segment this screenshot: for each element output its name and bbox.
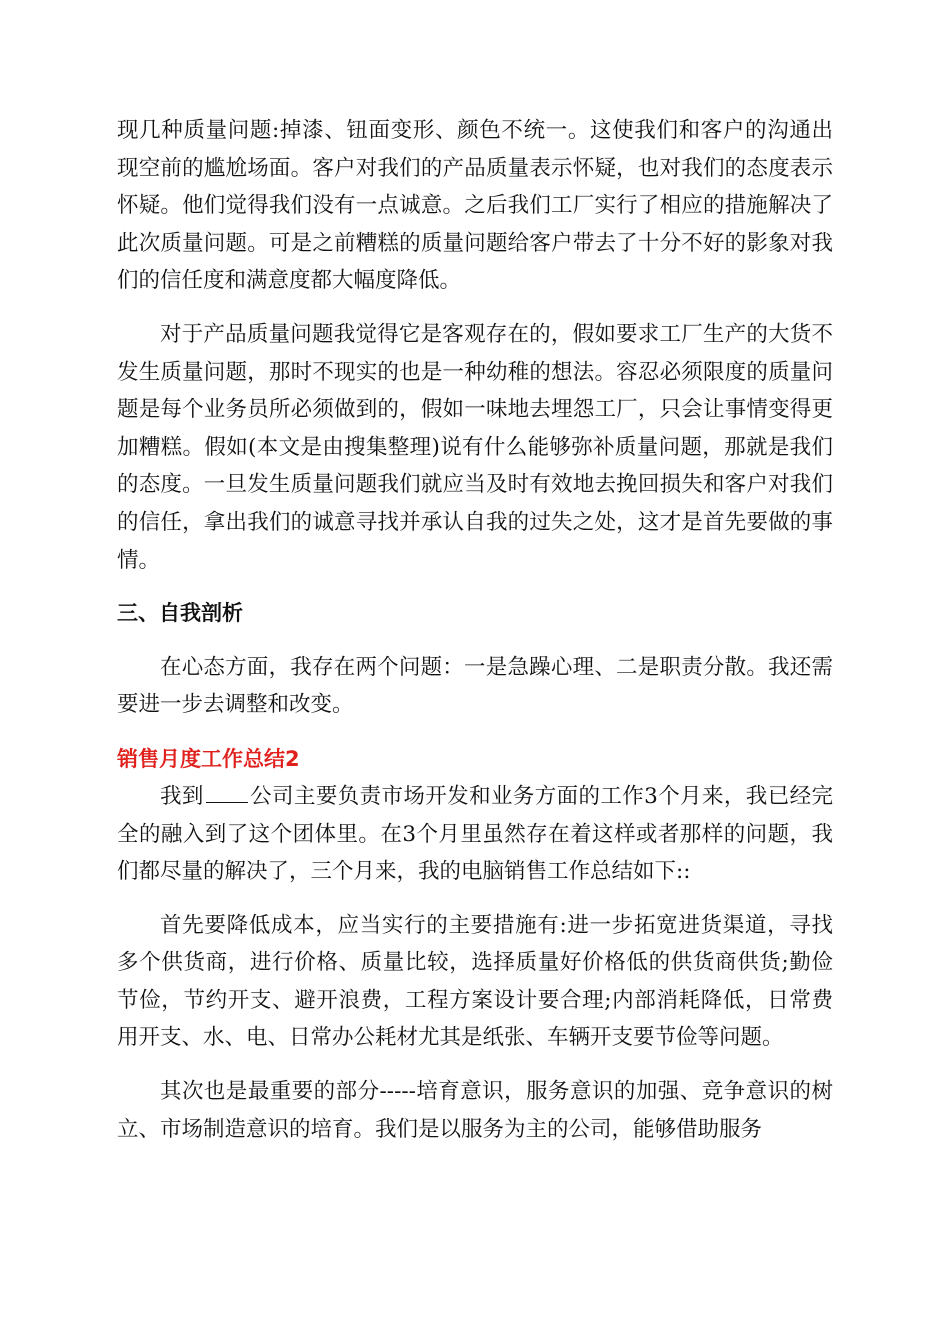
- section-title-monthly-summary: 销售月度工作总结2: [117, 746, 300, 771]
- intro-text-start: 我到: [160, 783, 204, 809]
- document-body: [117, 112, 833, 1164]
- intro-text-rest: 公司主要负责市场开发和业务方面的工作3个月来，我已经完全的融入到了这个团体里。在3个月里虽然存在着这样或者那样的问题，我们都尽量的解决了，三个月来，我的电脑销售工作总结如下::: [117, 783, 833, 885]
- paragraph-intro: [117, 778, 833, 891]
- paragraph-awareness: 其次也是最重要的部分-----培育意识，服务意识的加强、竞争意识的树立、市场制造意识的培育。我们是以服务为主的公司，能够借助服务: [117, 1079, 833, 1142]
- paragraph-quality-issues: 现几种质量问题:掉漆、钮面变形、颜色不统一。这使我们和客户的沟通出现空前的尴尬场面。客户对我们的产品质量表示怀疑，也对我们的态度表示怀疑。他们觉得我们没有一点诚意。之后我们工厂实行了相应的措施解决了此次质量问题。可是之前糟糕的质量问题给客户带去了十分不好的影象对我们的信任度和满意度都大幅度降低。: [117, 118, 833, 294]
- company-name-blank: [206, 780, 248, 803]
- paragraph-mindset: 在心态方面，我存在两个问题：一是急躁心理、二是职责分散。我还需要进一步去调整和改变。: [117, 654, 833, 718]
- paragraph-cost-reduction: 首先要降低成本，应当实行的主要措施有:进一步拓宽进货渠道，寻找多个供货商，进行价格、质量比较，选择质量好价格低的供货商供货;勤俭节俭，节约开支、避开浪费，工程方案设计要合理;内部消耗降低，日常费用开支、水、电、日常办公耗材尤其是纸张、车辆开支要节俭等问题。: [117, 912, 833, 1051]
- paragraph-quality-attitude: 对于产品质量问题我觉得它是客观存在的，假如要求工厂生产的大货不发生质量问题，那时不现实的也是一种幼稚的想法。容忍必须限度的质量问题是每个业务员所必须做到的，假如一味地去埋怨工厂，只会让事情变得更加糟糕。假如(本文是由搜集整理)说有什么能够弥补质量问题，那就是我们的态度。一旦发生质量问题我们就应当及时有效地去挽回损失和客户对我们的信任，拿出我们的诚意寻找并承认自我的过失之处，这才是首先要做的事情。: [117, 321, 833, 573]
- heading-self-analysis: 三、自我剖析: [117, 601, 243, 626]
